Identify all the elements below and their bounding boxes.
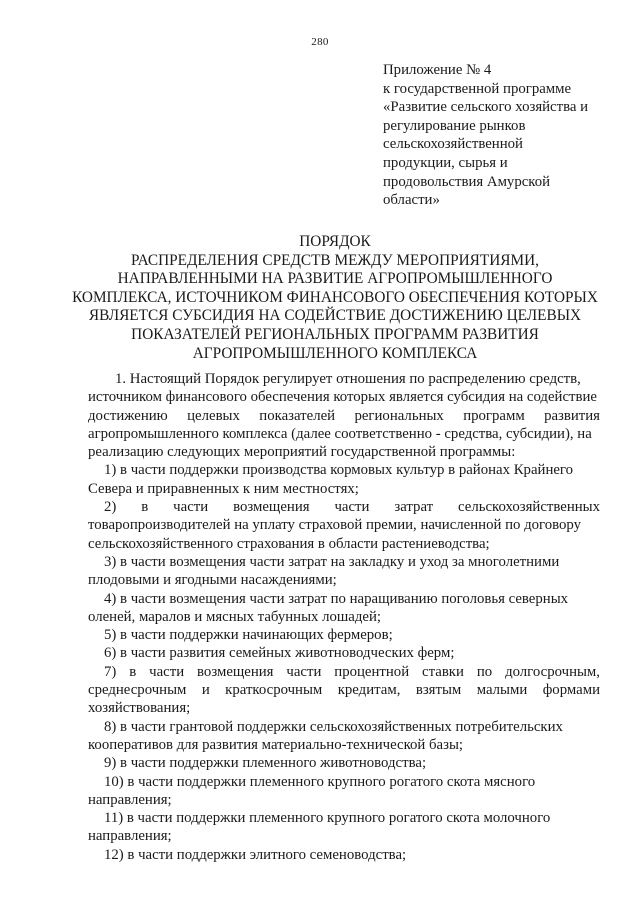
body-line: источником финансового обеспечения которых является субсидия на содействие [88,389,597,406]
appendix-header [383,61,623,210]
list-item: 11) в части поддержки племенного крупного рогатого скота молочного [104,810,551,827]
appendix-line: «Развитие сельского хозяйства и [383,99,589,116]
body-line: направления; [88,791,172,808]
body-line: агропромышленного комплекса (далее соответственно - средства, субсидии), на [88,425,592,442]
document-body [88,370,600,864]
list-item: 5) в части поддержки начинающих фермеров; [104,627,393,644]
list-item: 10) в части поддержки племенного крупного рогатого скота мясного [104,773,536,790]
body-line: товаропроизводителей на уплату страховой премии, начисленной по договору [88,517,582,534]
list-item: 6) в части развития семейных животноводческих ферм; [104,645,455,662]
title-line: КОМПЛЕКСА, ИСТОЧНИКОМ ФИНАНСОВОГО ОБЕСПЕЧЕНИЯ КОТОРЫХ [72,288,598,306]
body-line: реализацию следующих мероприятий государственной программы: [88,444,516,461]
body-line: сельскохозяйственного страхования в области растениеводства; [88,535,490,552]
title-line: НАПРАВЛЕННЫМИ НА РАЗВИТИЕ АГРОПРОМЫШЛЕННОГО [117,270,553,288]
appendix-line: продукции, сырья и [383,154,508,171]
appendix-line: к государственной программе [383,80,572,97]
appendix-line: сельскохозяйственной [383,136,523,153]
appendix-line: Приложение № 4 [383,62,492,78]
body-line: среднесрочным и краткосрочным кредитам, взятым малыми формами [88,682,600,699]
body-line: достижению целевых показателей региональных программ развития [88,407,600,424]
page-number: 280 [311,36,329,48]
title-line: ПОРЯДОК [299,233,371,250]
appendix-line: продовольствия Амурской [383,173,551,190]
body-line: 1. Настоящий Порядок регулирует отношения по распределению средств, [115,371,581,387]
appendix-line: регулирование рынков [383,117,526,134]
list-item: 3) в части возмещения части затрат на закладку и уход за многолетними [104,553,560,570]
list-item: 9) в части поддержки племенного животноводства; [104,755,427,772]
body-line: оленей, маралов и мясных табунных лошадей; [88,608,381,625]
body-line: хозяйствования; [88,700,191,717]
title-line: АГРОПРОМЫШЛЕННОГО КОМПЛЕКСА [192,344,478,362]
list-item: 8) в части грантовой поддержки сельскохозяйственных потребительских [104,718,563,735]
list-item: 12) в части поддержки элитного семеноводства; [104,846,407,863]
list-item: 2) в части возмещения части затрат сельскохозяйственных [104,499,600,516]
body-line: кооперативов для развития материально-технической базы; [88,736,464,753]
list-item: 4) в части возмещения части затрат по наращиванию поголовья северных [104,590,569,607]
list-item: 7) в части возмещения части процентной ставки по долгосрочным, [104,663,600,680]
body-line: направления; [88,828,172,845]
title-line: РАСПРЕДЕЛЕНИЯ СРЕДСТВ МЕЖДУ МЕРОПРИЯТИЯМИ, [131,251,539,269]
title-line: ПОКАЗАТЕЛЕЙ РЕГИОНАЛЬНЫХ ПРОГРАММ РАЗВИТИЯ [131,325,539,343]
list-item: 1) в части поддержки производства кормовых культур в районах Крайнего [104,462,574,479]
body-line: Севера и приравненных к ним местностях; [88,480,359,497]
document-title [58,233,612,363]
appendix-line: области» [383,192,440,209]
body-line: плодовыми и ягодными насаждениями; [88,572,337,589]
title-line: ЯВЛЯЕТСЯ СУБСИДИЯ НА СОДЕЙСТВИЕ ДОСТИЖЕНИЮ ЦЕЛЕВЫХ [88,307,582,325]
